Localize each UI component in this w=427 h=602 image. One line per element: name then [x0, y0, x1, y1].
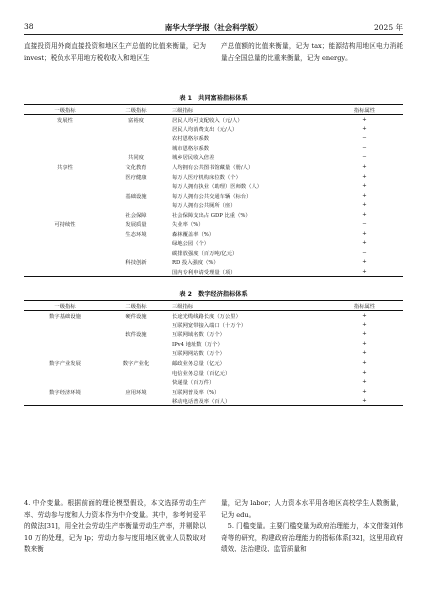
page-number: 38 [24, 22, 34, 31]
table-cell [24, 239, 106, 249]
table-row [24, 396, 403, 406]
table-row [24, 162, 403, 172]
table-row [24, 387, 403, 397]
table-cell [24, 153, 106, 163]
table-row [24, 339, 403, 349]
table-row [24, 210, 403, 220]
header-rule [24, 34, 403, 35]
running-header [24, 22, 403, 34]
table-row [24, 368, 403, 378]
top-right-paragraph: 产总值额的比值来衡量，记为 tax；能源结构用地区电力消耗量占全国总量的比重来衡量，记为 energy。 [221, 42, 403, 62]
table-cell: + [362, 192, 367, 199]
table-cell: + [362, 369, 367, 376]
table2-header-cell: 一级指标 [24, 301, 106, 311]
table-cell: 失业率（%） [172, 222, 204, 229]
bottom-right-paragraph: 量，记为 labor；人力资本水平用各地区高校学生人数衡量，记为 edu。 5. 门槛变量。主要门槛变量为政府治理能力，本文借鉴刘伟奇等的研究，构建政府治理能力的指标体系[32]，这里用政府绩效、法治建设、监管质量和 [221, 499, 403, 553]
table-cell [106, 339, 166, 349]
table-cell: 富裕度 [128, 117, 144, 124]
table-cell [24, 330, 106, 340]
top-paragraph-columns [24, 41, 403, 64]
table-cell: + [362, 202, 367, 209]
table-cell: + [326, 267, 403, 277]
table-cell: 基础设施 [125, 193, 147, 200]
table-cell [106, 239, 166, 249]
table-cell: 邮政业务总量（亿元） [172, 361, 225, 367]
table-cell [24, 349, 106, 359]
table-cell [24, 339, 106, 349]
table-cell [106, 124, 166, 134]
table2-caption: 表 2 数字经济指标体系 [179, 291, 248, 298]
table-cell: 碳排放强度（百万吨/亿元） [172, 250, 238, 257]
table-cell: 电信业务总量（百亿元） [172, 370, 231, 377]
table-cell: 生态环境 [125, 231, 147, 238]
table-cell [106, 181, 166, 191]
table-cell [24, 267, 106, 277]
table-row [24, 220, 403, 230]
table-row [24, 349, 403, 359]
table-cell: − [362, 249, 367, 256]
table-cell: + [362, 379, 367, 386]
table-cell: − [362, 144, 367, 151]
table-cell: 应用环境 [125, 389, 147, 396]
table-row [24, 358, 403, 368]
table-cell [106, 349, 166, 359]
table-row [24, 229, 403, 239]
table-cell [24, 368, 106, 378]
table-cell: 森林覆盖率（%） [172, 231, 215, 238]
table-cell: 硬件设施 [125, 313, 147, 320]
table-cell: 科技创新 [125, 260, 147, 267]
table-cell [106, 143, 166, 153]
table-cell: + [362, 360, 367, 366]
table-cell: 互联网网站数（万个） [172, 351, 225, 358]
table-cell: + [362, 259, 367, 266]
table1-header-cell: 指标属性 [326, 105, 403, 115]
table-cell [24, 229, 106, 239]
table-cell: 城乡居民收入倍差 [172, 155, 215, 162]
table-cell: 每万人拥有公共厕所（座） [172, 203, 236, 210]
table1-body [24, 115, 403, 277]
table-cell [24, 396, 106, 406]
table-cell: 共同度 [128, 155, 144, 162]
table-cell: + [326, 396, 403, 406]
table-cell: 文化教育 [125, 165, 147, 171]
table-row [24, 311, 403, 321]
table2-body [24, 311, 403, 406]
table-cell: + [362, 183, 367, 190]
table2-header-row [24, 301, 403, 311]
table-cell [106, 396, 166, 406]
bottom-left-paragraph: 4. 中介变量。根据前面的理论模型假设，本文选择劳动生产率、劳动参与度和人力资本作为中介变量。其中，参考何爱平的做法[31]，用全社会劳动生产率衡量劳动生产率，并剔除以 10 万的处理，记为 lp；劳动力参与度用地区就业人员数取对数来衡 [24, 499, 206, 553]
table-cell: + [362, 116, 367, 123]
table-cell: 软件设施 [125, 332, 147, 339]
table-cell [24, 181, 106, 191]
table1-header-cell: 一级指标 [24, 105, 106, 115]
table-row [24, 143, 403, 153]
table-row [24, 248, 403, 258]
table-cell: 每万人拥有执业（助理）医师数（人） [172, 184, 263, 191]
table-cell: + [362, 340, 367, 347]
table-cell: + [362, 125, 367, 132]
table-cell: 数字产业化 [122, 361, 150, 367]
table-cell: 发展性 [57, 117, 73, 124]
table-cell [24, 191, 106, 201]
table-row [24, 153, 403, 163]
table-row [24, 124, 403, 134]
table-cell: + [362, 230, 367, 237]
table1 [24, 104, 403, 277]
table-cell [106, 320, 166, 330]
table1-header-cell: 三级指标 [166, 105, 326, 115]
table-cell [106, 248, 166, 258]
table-cell: 医疗健康 [125, 174, 147, 181]
table-cell: 移动电话普及率（百人） [166, 396, 326, 406]
table-cell: + [362, 350, 367, 357]
table2 [24, 300, 403, 406]
table-cell: 每万人医疗机构床位数（个） [172, 174, 241, 181]
table-cell: 数字产业发展 [49, 361, 81, 367]
table-cell [24, 248, 106, 258]
table-cell: 居民人均消费支出（元/人） [172, 126, 238, 133]
table-cell: RD 投入强度（%） [172, 260, 219, 267]
top-left-paragraph: 直接投资用外商直接投资和地区生产总值的比值来衡量，记为 invest；税负水平用地方税收收入和地区生 [24, 42, 206, 62]
table1-header-cell: 二级指标 [106, 105, 166, 115]
table-cell: 可持续性 [54, 222, 76, 229]
table-cell: − [362, 135, 367, 142]
table-cell: 每万人拥有公共交通车辆（标台） [172, 193, 252, 200]
table2-header-cell: 三级指标 [166, 301, 326, 311]
table-cell: 人均拥有公共图书馆藏量（册/人） [172, 165, 254, 171]
table-row [24, 330, 403, 340]
table-cell: + [362, 240, 367, 247]
table-row [24, 115, 403, 125]
table-cell [24, 134, 106, 144]
table-cell [24, 200, 106, 210]
bottom-paragraph-columns [24, 498, 403, 556]
table-cell: 绿地公园（个） [172, 241, 210, 248]
table-cell: 国内专利申请受理量（项） [166, 267, 326, 277]
journal-title: 南华大学学报（社会科学版） [164, 23, 263, 32]
table-row [24, 377, 403, 387]
table-cell [24, 320, 106, 330]
table-cell [24, 143, 106, 153]
table-cell [106, 368, 166, 378]
table1-caption: 表 1 共同富裕指标体系 [179, 95, 248, 102]
table-cell: 互联网普及率（%） [172, 389, 220, 396]
table-cell [24, 210, 106, 220]
table-cell: 居民人均可支配收入（元/人） [172, 117, 243, 124]
table-cell: 农村恩格尔系数 [172, 136, 210, 143]
table-cell: + [362, 331, 367, 338]
table-cell [106, 134, 166, 144]
table-cell: + [362, 211, 367, 218]
table-cell: − [362, 154, 367, 161]
table-row [24, 181, 403, 191]
table1-header-row [24, 105, 403, 115]
table-cell: + [362, 312, 367, 319]
table-cell: 城市恩格尔系数 [172, 145, 210, 152]
table-cell [24, 258, 106, 268]
table-row [24, 267, 403, 277]
publication-year: 2025 年 [374, 23, 403, 32]
table-cell: 社会保障 [125, 212, 147, 219]
table-row [24, 172, 403, 182]
table-cell: 长途光缆线路长度（万公里） [172, 313, 241, 320]
table-cell: 发展质量 [125, 222, 147, 229]
table-row [24, 191, 403, 201]
table2-header-cell: 指标属性 [326, 301, 403, 311]
table-row [24, 320, 403, 330]
table-row [24, 239, 403, 249]
table-cell [106, 200, 166, 210]
table-cell: + [362, 321, 367, 328]
table-cell [24, 124, 106, 134]
table-cell: IPv4 地址数（万个） [172, 341, 223, 348]
table-cell: 社会保障支出占 GDP 比重（%） [172, 212, 251, 219]
table-cell [106, 267, 166, 277]
table-cell [24, 377, 106, 387]
table-cell: 数字基础设施 [49, 313, 81, 320]
table-cell: 互联网域名数（万个） [172, 332, 225, 339]
table-cell: 快递量（百万件） [172, 380, 215, 387]
table-cell [106, 377, 166, 387]
table-cell: 共享性 [57, 165, 73, 171]
table2-header-cell: 二级指标 [106, 301, 166, 311]
table-cell: − [362, 221, 367, 228]
table-row [24, 200, 403, 210]
table-cell: 互联网宽带接入端口（十万个） [172, 322, 247, 329]
table-row [24, 258, 403, 268]
table-cell: + [362, 164, 367, 170]
table-cell: + [362, 173, 367, 180]
table-cell [24, 172, 106, 182]
table-cell: 数字经济环境 [49, 389, 81, 396]
table-row [24, 134, 403, 144]
table-cell: + [362, 388, 367, 395]
